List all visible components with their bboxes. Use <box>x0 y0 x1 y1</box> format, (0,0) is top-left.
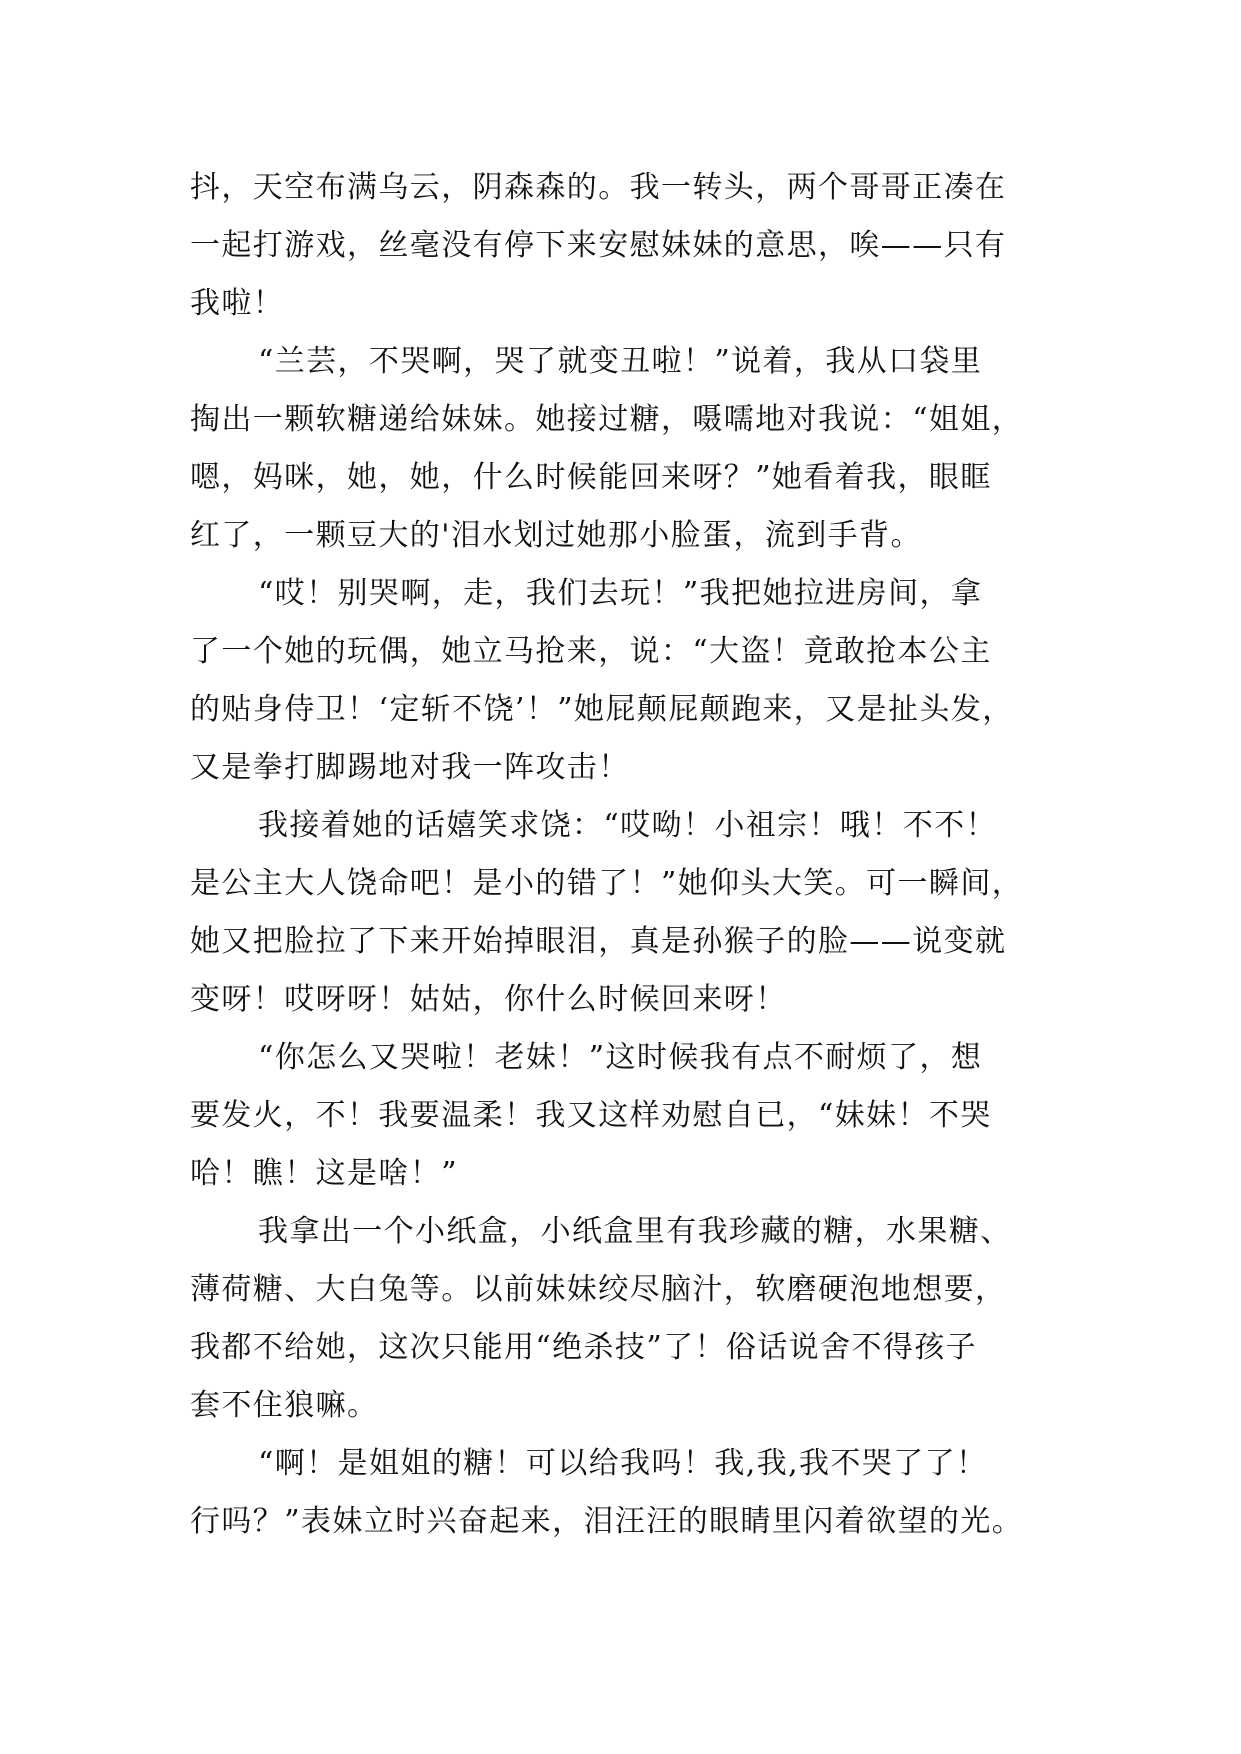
text-line: 哈！瞧！这是啥！” <box>190 1156 458 1191</box>
text-line: 我拿出一个小纸盒，小纸盒里有我珍藏的糖，水果糖、 <box>258 1214 1012 1249</box>
text-line: 要发火，不！我要温柔！我又这样劝慰自已，“妹妹！不哭 <box>190 1098 992 1133</box>
text-line: 的贴身侍卫！‘定斩不饶’！”她屁颠屁颠跑来，又是扯头发， <box>190 692 1014 727</box>
text-line: 一起打游戏，丝毫没有停下来安慰妹妹的意思，唉——只有 <box>190 228 1007 263</box>
text-line: 套不住狼嘛。 <box>190 1388 379 1423</box>
text-line: “哎！别哭啊，走，我们去玩！”我把她拉进房间，拿 <box>258 576 983 611</box>
text-line: “啊！是姐姐的糖！可以给我吗！我,我,我不哭了了！ <box>258 1446 988 1481</box>
text-line: 红了，一颗豆大的'泪水划过她那小脸蛋，流到手背。 <box>190 518 922 553</box>
text-line: 又是拳打脚踢地对我一阵攻击！ <box>190 750 630 785</box>
text-line: 了一个她的玩偶，她立马抢来，说：“大盗！竟敢抢本公主 <box>190 634 992 669</box>
paragraph-4 <box>190 797 1060 1029</box>
paragraph-6 <box>190 1203 1060 1435</box>
text-line: 变呀！哎呀呀！姑姑，你什么时候回来呀！ <box>190 982 787 1017</box>
text-line: 是公主大人饶命吧！是小的错了！”她仰头大笑。可一瞬间， <box>190 866 1024 901</box>
paragraph-2 <box>190 333 1060 565</box>
text-line: “你怎么又哭啦！老妹！”这时候我有点不耐烦了，想 <box>258 1040 983 1075</box>
text-line: 我接着她的话嬉笑求饶：“哎呦！小祖宗！哦！不不！ <box>258 808 997 843</box>
text-line: 行吗？”表妹立时兴奋起来，泪汪汪的眼睛里闪着欲望的光。 <box>190 1504 1024 1539</box>
text-line: 我都不给她，这次只能用“绝杀技”了！俗话说舍不得孩子 <box>190 1330 978 1365</box>
text-line: “兰芸，不哭啊，哭了就变丑啦！”说着，我从口袋里 <box>258 344 983 379</box>
paragraph-1 <box>190 159 1060 333</box>
paragraph-5 <box>190 1029 1060 1203</box>
text-line: 掏出一颗软糖递给妹妹。她接过糖，嗫嚅地对我说：“姐姐， <box>190 402 1024 437</box>
paragraph-7 <box>190 1435 1060 1551</box>
text-line: 薄荷糖、大白兔等。以前妹妹绞尽脑汁，软磨硬泡地想要， <box>190 1272 1007 1307</box>
text-line: 我啦！ <box>190 286 285 321</box>
text-line: 她又把脸拉了下来开始掉眼泪，真是孙猴子的脸——说变就 <box>190 924 1007 959</box>
paragraph-3 <box>190 565 1060 797</box>
text-line: 嗯，妈咪，她，她，什么时候能回来呀？”她看着我，眼眶 <box>190 460 992 495</box>
document-body <box>190 159 1060 1551</box>
text-line: 抖，天空布满乌云，阴森森的。我一转头，两个哥哥正凑在 <box>190 170 1007 205</box>
